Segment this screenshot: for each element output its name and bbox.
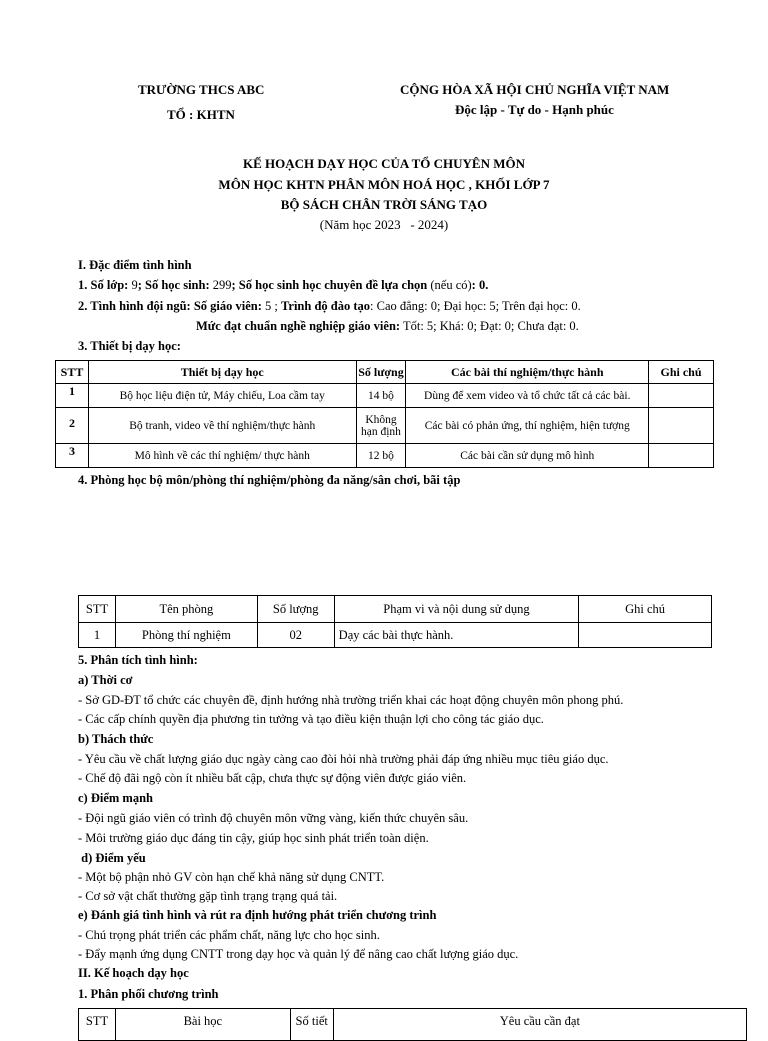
department-name: TỔ : KHTN (167, 107, 235, 122)
elective-label: ; Số học sinh học chuyên đề lựa chọn (231, 278, 428, 292)
table-cell (649, 384, 714, 408)
col-header: Số tiết (290, 1009, 333, 1041)
weakness-heading: d) Điểm yếu (78, 851, 146, 865)
weakness-item: - Một bộ phận nhỏ GV còn hạn chế khả năng sử dụng CNTT. (78, 870, 385, 884)
opportunity-item: - Sở GD-ĐT tổ chức các chuyên đề, định hướng nhà trường triển khai các hoạt động chuyên môn phong phú. (78, 693, 624, 707)
col-header: STT (56, 361, 89, 384)
standard-line (196, 319, 579, 334)
national-motto: Độc lập - Tự do - Hạnh phúc (455, 102, 614, 117)
challenge-item: - Yêu cầu về chất lượng giáo dục ngày càng cao đòi hỏi nhà trường phải đáp ứng nhiều mục tiêu giáo dục. (78, 752, 609, 766)
program-heading: 1. Phân phối chương trình (78, 987, 219, 1001)
strength-item: - Môi trường giáo dục đáng tin cậy, giúp học sinh phát triển toàn diện. (78, 831, 429, 845)
equipment-table (55, 360, 714, 468)
col-header: Các bài thí nghiệm/thực hành (406, 361, 649, 384)
col-header: Ghi chú (649, 361, 714, 384)
table-cell (649, 408, 714, 444)
student-count-label: ; Số học sinh: (137, 278, 210, 292)
strength-heading: c) Điểm mạnh (78, 791, 153, 805)
standard-label: Mức đạt chuẩn nghề nghiệp giáo viên: (196, 319, 401, 333)
table-cell: Các bài cần sử dụng mô hình (406, 444, 649, 468)
teacher-count-label: Số giáo viên: (190, 299, 262, 313)
table-cell: 2 (56, 408, 89, 444)
table-row (56, 408, 714, 444)
col-header: Số lượng (356, 361, 406, 384)
doc-title-line2: MÔN HỌC KHTN PHÂN MÔN HOÁ HỌC , KHỐI LỚP 7 (218, 177, 550, 192)
table-cell (649, 444, 714, 468)
col-header: Số lượng (257, 596, 334, 623)
training-level-label: Trình độ đào tạo (280, 299, 371, 313)
table-cell (579, 623, 712, 648)
training-level-value: : Cao đẳng: 0; Đại học: 5; Trên đại học: 0. (370, 299, 581, 313)
doc-title-line3: BỘ SÁCH CHÂN TRỜI SÁNG TẠO (280, 197, 488, 212)
table-cell: 14 bộ (356, 384, 406, 408)
table-row (79, 623, 712, 648)
col-header: Bài học (115, 1009, 290, 1041)
table-cell: Các bài có phản ứng, thí nghiệm, hiện tượng (406, 408, 649, 444)
student-count-value: 299 (209, 278, 232, 292)
elective-note: (nếu có) (427, 278, 472, 292)
school-name: TRƯỜNG THCS ABC (138, 82, 265, 97)
class-count-label: 1. Số lớp: (78, 278, 129, 292)
col-header: STT (79, 596, 116, 623)
table-cell: Bộ học liệu điện tử, Máy chiếu, Loa cầm tay (88, 384, 356, 408)
assessment-heading: e) Đánh giá tình hình và rút ra định hướng phát triển chương trình (78, 908, 437, 922)
table-cell: Bộ tranh, video về thí nghiệm/thực hành (88, 408, 356, 444)
assessment-item: - Chú trọng phát triển các phẩm chất, năng lực cho học sinh. (78, 928, 380, 942)
table-row (56, 444, 714, 468)
table-header-row (56, 361, 714, 384)
table-header-row (79, 596, 712, 623)
col-header: Phạm vi và nội dung sử dụng (334, 596, 579, 623)
strength-item: - Đội ngũ giáo viên có trình độ chuyên môn vững vàng, kiến thức chuyên sâu. (78, 811, 469, 825)
weakness-item: - Cơ sở vật chất thường gặp tình trạng trạng quá tải. (78, 889, 338, 903)
col-header: Yêu cầu cần đạt (333, 1009, 746, 1041)
elective-value: : 0. (471, 278, 489, 292)
table-cell: 02 (257, 623, 334, 648)
class-count-value: 9 (128, 278, 138, 292)
program-table (78, 1008, 747, 1041)
table-header-row (79, 1009, 747, 1041)
col-header: Thiết bị dạy học (88, 361, 356, 384)
table-row (56, 384, 714, 408)
challenge-heading: b) Thách thức (78, 732, 154, 746)
standard-value: Tốt: 5; Khá: 0; Đạt: 0; Chưa đạt: 0. (400, 319, 579, 333)
opportunity-heading: a) Thời cơ (78, 673, 133, 687)
challenge-item: - Chế độ đãi ngộ còn ít nhiều bất cập, chưa thực sự động viên được giáo viên. (78, 771, 467, 785)
col-header: STT (79, 1009, 116, 1041)
table-cell: Mô hình về các thí nghiệm/ thực hành (88, 444, 356, 468)
table-cell: Dùng để xem video và tổ chức tất cả các bài. (406, 384, 649, 408)
table-cell: 1 (56, 384, 89, 408)
country-name: CỘNG HÒA XÃ HỘI CHỦ NGHĨA VIỆT NAM (400, 82, 670, 97)
doc-title-line1: KẾ HOẠCH DẠY HỌC CỦA TỔ CHUYÊN MÔN (242, 156, 526, 171)
table-cell: Không hạn định (356, 408, 406, 444)
teacher-count-value: 5 ; (261, 299, 281, 313)
rooms-heading: 4. Phòng học bộ môn/phòng thí nghiệm/phòng đa năng/sân chơi, bãi tập (78, 473, 461, 487)
school-year: (Năm học 2023 - 2024) (319, 217, 449, 232)
opportunity-item: - Các cấp chính quyền địa phương tin tưởng và tạo điều kiện thuận lợi cho công tác giáo dục. (78, 712, 544, 726)
equipment-heading: 3. Thiết bị dạy học: (78, 339, 181, 353)
class-stats-line (78, 278, 488, 293)
staff-line (78, 299, 581, 314)
table-cell: Dạy các bài thực hành. (334, 623, 579, 648)
table-cell: 3 (56, 444, 89, 468)
assessment-item: - Đẩy mạnh ứng dụng CNTT trong dạy học và quản lý để nâng cao chất lượng giáo dục. (78, 947, 519, 961)
table-cell: 1 (79, 623, 116, 648)
table-cell: Phòng thí nghiệm (115, 623, 257, 648)
col-header: Ghi chú (579, 596, 712, 623)
analysis-heading: 5. Phân tích tình hình: (78, 653, 198, 667)
rooms-table (78, 595, 712, 648)
staff-label: 2. Tình hình đội ngũ: (78, 299, 191, 313)
table-cell: 12 bộ (356, 444, 406, 468)
section1-heading: I. Đặc điểm tình hình (78, 258, 192, 272)
col-header: Tên phòng (115, 596, 257, 623)
section2-heading: II. Kế hoạch dạy học (78, 966, 189, 980)
